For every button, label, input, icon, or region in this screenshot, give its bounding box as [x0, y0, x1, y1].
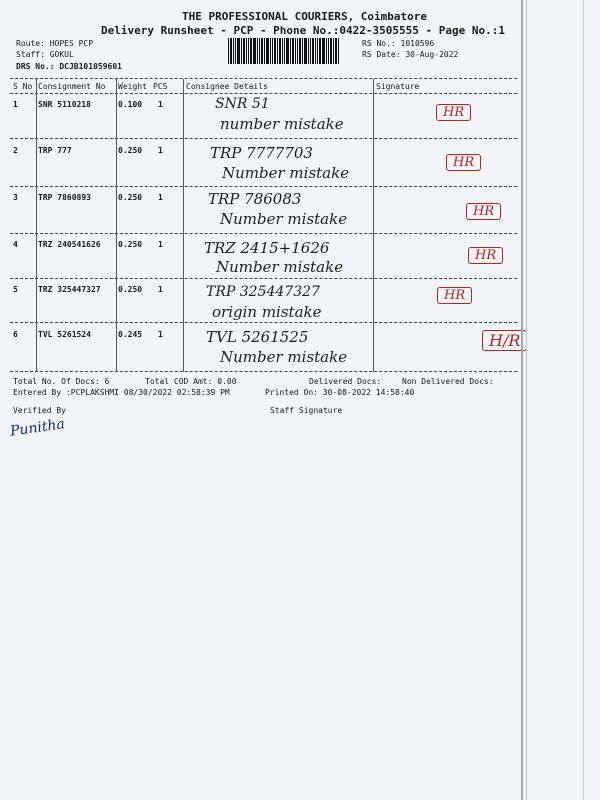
drs-number: DRS No.: DCJB101059601: [16, 62, 122, 71]
row-sno: 1: [13, 100, 18, 109]
barcode-bar: [310, 38, 311, 64]
row-weight: 0.250: [118, 240, 143, 249]
barcode-bar: [330, 38, 332, 64]
row-consignment: TRZ 325447327: [38, 285, 101, 294]
handwritten-note-line2: Number mistake: [222, 164, 350, 182]
barcode-bar: [246, 38, 247, 64]
barcode-bar: [248, 38, 249, 64]
row-weight: 0.250: [118, 285, 143, 294]
rs-number: RS No.: 1010596: [362, 39, 435, 48]
row-pcs: 1: [158, 193, 163, 202]
barcode-bar: [322, 38, 325, 64]
barcode-bar: [230, 38, 232, 64]
handwritten-note-line1: TRZ 2415+1626: [204, 239, 330, 257]
col-sno: S No: [13, 82, 33, 91]
barcode-bar: [235, 38, 236, 64]
barcode-bar: [302, 38, 303, 64]
row-consignment: TVL 5261524: [38, 330, 91, 339]
barcode-bar: [259, 38, 260, 64]
barcode-bar: [274, 38, 276, 64]
barcode-bar: [328, 38, 329, 64]
barcode-bar: [270, 38, 271, 64]
total-docs: Total No. Of Docs: 6: [13, 377, 110, 386]
scan-edge-line: [521, 0, 523, 800]
row-rule: [10, 322, 517, 323]
barcode-bar: [261, 38, 263, 64]
non-delivered-docs: Non Delivered Docs:: [402, 377, 494, 386]
barcode-bar: [243, 38, 245, 64]
handwritten-note-line1: TRP 7777703: [210, 144, 313, 162]
table-header-rule: [10, 93, 517, 94]
row-rule: [10, 186, 517, 187]
handwritten-signature: HR: [436, 104, 471, 121]
col-signature: Signature: [376, 82, 420, 91]
runsheet-title: Delivery Runsheet - PCP - Phone No.:0422-3505555 - Page No.:1: [101, 24, 505, 37]
row-pcs: 1: [158, 330, 163, 339]
barcode-bar: [335, 38, 337, 64]
row-consignment: TRP 7860893: [38, 193, 91, 202]
row-consignment: TRZ 240541626: [38, 240, 101, 249]
barcode-bar: [319, 38, 321, 64]
col-consignee: Consignee Details: [186, 82, 268, 91]
row-pcs: 1: [158, 146, 163, 155]
handwritten-signature: HR: [446, 154, 481, 171]
total-cod-amount: Total COD Amt: 0.00: [145, 377, 237, 386]
row-weight: 0.250: [118, 146, 143, 155]
company-title: THE PROFESSIONAL COURIERS, Coimbatore: [182, 10, 428, 23]
handwritten-note-line1: SNR 51: [215, 96, 270, 112]
barcode-bar: [308, 38, 309, 64]
col-pcs: PCS: [153, 82, 168, 91]
rs-date: RS Date: 30-Aug-2022: [362, 50, 459, 59]
barcode-bar: [312, 38, 314, 64]
barcode-bar: [241, 38, 242, 64]
barcode-bar: [264, 38, 265, 64]
barcode-bar: [257, 38, 258, 64]
staff-label: Staff: GOKUL: [16, 50, 74, 59]
barcode-bar: [292, 38, 294, 64]
handwritten-note-line2: origin mistake: [212, 303, 322, 321]
barcode-bar: [253, 38, 256, 64]
barcode-bar: [317, 38, 318, 64]
barcode-bar: [284, 38, 285, 64]
barcode-bar: [250, 38, 252, 64]
row-weight: 0.245: [118, 330, 143, 339]
row-sno: 3: [13, 193, 18, 202]
col-weight: Weight: [118, 82, 147, 91]
row-pcs: 1: [158, 285, 163, 294]
barcode-bar: [286, 38, 289, 64]
delivered-docs: Delivered Docs:: [309, 377, 382, 386]
row-sno: 6: [13, 330, 18, 339]
row-pcs: 1: [158, 100, 163, 109]
barcode-bar: [290, 38, 291, 64]
barcode-bar: [279, 38, 281, 64]
barcode: [228, 38, 352, 64]
barcode-bar: [326, 38, 327, 64]
row-rule: [10, 278, 517, 279]
table-bottom-rule: [10, 371, 517, 372]
col-divider: [116, 79, 117, 372]
handwritten-signature: HR: [437, 287, 472, 304]
route-label: Route: HOPES PCP: [16, 39, 94, 48]
barcode-bar: [237, 38, 240, 64]
barcode-bar: [282, 38, 283, 64]
row-weight: 0.100: [118, 100, 143, 109]
row-sno: 4: [13, 240, 18, 249]
row-pcs: 1: [158, 240, 163, 249]
handwritten-note-line1: TVL 5261525: [206, 328, 309, 346]
verified-by-label: Verified By: [13, 406, 66, 415]
barcode-bar: [304, 38, 307, 64]
row-sno: 2: [13, 146, 18, 155]
barcode-bar: [233, 38, 234, 64]
barcode-bar: [299, 38, 301, 64]
row-rule: [10, 233, 517, 234]
handwritten-note-line1: TRP 786083: [208, 190, 302, 208]
row-sno: 5: [13, 285, 18, 294]
verifier-signature: Punitha: [9, 416, 66, 440]
row-consignment: SNR 5110218: [38, 100, 91, 109]
handwritten-note-line2: Number mistake: [220, 210, 348, 228]
handwritten-signature: HR: [466, 203, 501, 220]
handwritten-note-line2: Number mistake: [216, 258, 344, 276]
row-consignment: TRP 777: [38, 146, 72, 155]
col-divider: [373, 79, 374, 372]
barcode-bar: [266, 38, 269, 64]
barcode-bar: [297, 38, 298, 64]
barcode-bar: [228, 38, 229, 64]
handwritten-note-line1: TRP 325447327: [206, 284, 320, 300]
scan-edge-line: [526, 0, 527, 800]
barcode-bar: [333, 38, 334, 64]
handwritten-signature: HR: [468, 247, 503, 264]
scan-edge-line: [583, 0, 584, 800]
col-divider: [183, 79, 184, 372]
barcode-bar: [295, 38, 296, 64]
barcode-bar: [338, 38, 339, 64]
table-top-rule: [10, 78, 517, 79]
printed-on: Printed On: 30-08-2022 14:58:40: [265, 388, 415, 397]
handwritten-signature: H/R: [482, 330, 527, 351]
handwritten-note-line2: Number mistake: [220, 348, 348, 366]
entered-by: Entered By :PCPLAKSHMI 08/30/2022 02:58:39 PM: [13, 388, 230, 397]
staff-signature-label: Staff Signature: [270, 406, 343, 415]
row-rule: [10, 138, 517, 139]
barcode-bar: [272, 38, 273, 64]
handwritten-note-line2: number mistake: [220, 115, 344, 133]
col-consignment: Consignment No: [38, 82, 106, 91]
col-divider: [36, 79, 37, 372]
row-weight: 0.250: [118, 193, 143, 202]
barcode-bar: [315, 38, 316, 64]
barcode-bar: [277, 38, 278, 64]
